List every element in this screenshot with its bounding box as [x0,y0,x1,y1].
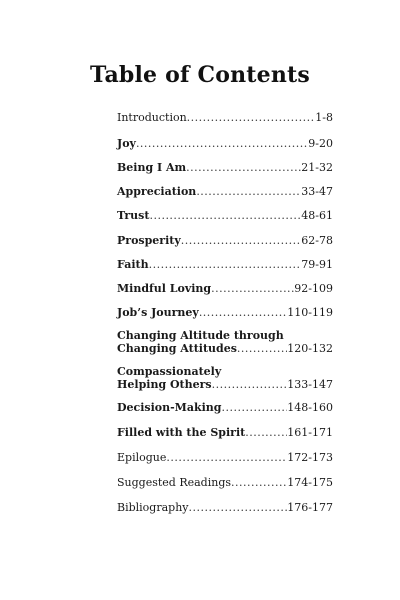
leader-dots [149,209,301,222]
toc-entry-pages: 9-20 [308,137,333,150]
leader-dots [186,161,301,174]
toc-entry-label: Decision-Making [117,401,222,414]
toc-entry-appreciation [117,185,333,198]
toc-entry-suggested-readings [117,476,333,489]
toc-entry-pages: 62-78 [301,234,333,247]
toc-entry-pages: 21-32 [301,161,333,174]
toc-entry-label: Introduction [117,111,187,124]
toc-entry-label: Joy [117,137,136,150]
leader-dots [187,111,316,124]
toc-entry-pages: 110-119 [287,306,333,319]
toc-entry-label: Filled with the Spirit [117,426,246,439]
toc-entry-pages: 92-109 [294,282,333,295]
toc-entry-pages: 176-177 [287,501,333,514]
toc-entry-pages: 48-61 [301,209,333,222]
leader-dots [189,501,288,514]
toc-entry-pages: 79-91 [301,258,333,271]
page-title: Table of Contents [90,62,310,88]
toc-entry-label: Trust [117,209,150,222]
toc-entry-introduction [117,111,333,124]
toc-entry-pages: 1-8 [315,111,333,124]
leader-dots [199,306,287,319]
toc-entry-changing-altitude [117,329,333,355]
toc-entry-joy [117,137,333,150]
toc-entry-filled-with-spirit [117,426,333,439]
leader-dots [211,282,294,295]
toc-entry-being-i-am [117,161,333,174]
toc-entry-mindful-loving [117,282,333,295]
toc-entry-label: Appreciation [117,185,197,198]
toc-entry-label-line1: Changing Altitude through [117,329,284,342]
toc-entry-label: Bibliography [117,501,189,514]
toc-entry-pages: 120-132 [287,342,333,355]
leader-dots [237,342,287,355]
toc-entry-label: Mindful Loving [117,282,212,295]
leader-dots [212,378,288,391]
toc-entry-line2 [117,378,333,391]
leader-dots [231,476,287,489]
toc-entry-pages: 133-147 [287,378,333,391]
toc-entry-label: Prosperity [117,234,181,247]
leader-dots [196,185,301,198]
toc-entry-bibliography [117,501,333,514]
toc-entry-faith [117,258,333,271]
toc-entry-pages: 172-173 [287,451,333,464]
toc-entry-line2 [117,342,333,355]
toc-entry-pages: 161-171 [287,426,333,439]
toc-entry-compassionately [117,365,333,391]
toc-entry-label-line2: Helping Others [117,378,212,391]
toc-entry-jobs-journey [117,306,333,319]
toc-entry-label: Being I Am [117,161,187,174]
toc-entry-label-line1: Compassionately [117,365,222,378]
leader-dots [136,137,308,150]
toc-entry-pages: 33-47 [301,185,333,198]
leader-dots [181,234,302,247]
toc-entry-label: Suggested Readings [117,476,232,489]
toc-entry-pages: 148-160 [287,401,333,414]
toc-entry-trust [117,209,333,222]
leader-dots [166,451,287,464]
toc-entry-prosperity [117,234,333,247]
leader-dots [149,258,302,271]
leader-dots [245,426,287,439]
leader-dots [221,401,287,414]
toc-entry-label: Job’s Journey [117,306,199,319]
toc-entry-epilogue [117,451,333,464]
toc-entry-label: Faith [117,258,149,271]
toc-entry-decision-making [117,401,333,414]
toc-entry-label-line2: Changing Attitudes [117,342,237,355]
toc-entry-pages: 174-175 [287,476,333,489]
toc-entry-label: Epilogue [117,451,167,464]
